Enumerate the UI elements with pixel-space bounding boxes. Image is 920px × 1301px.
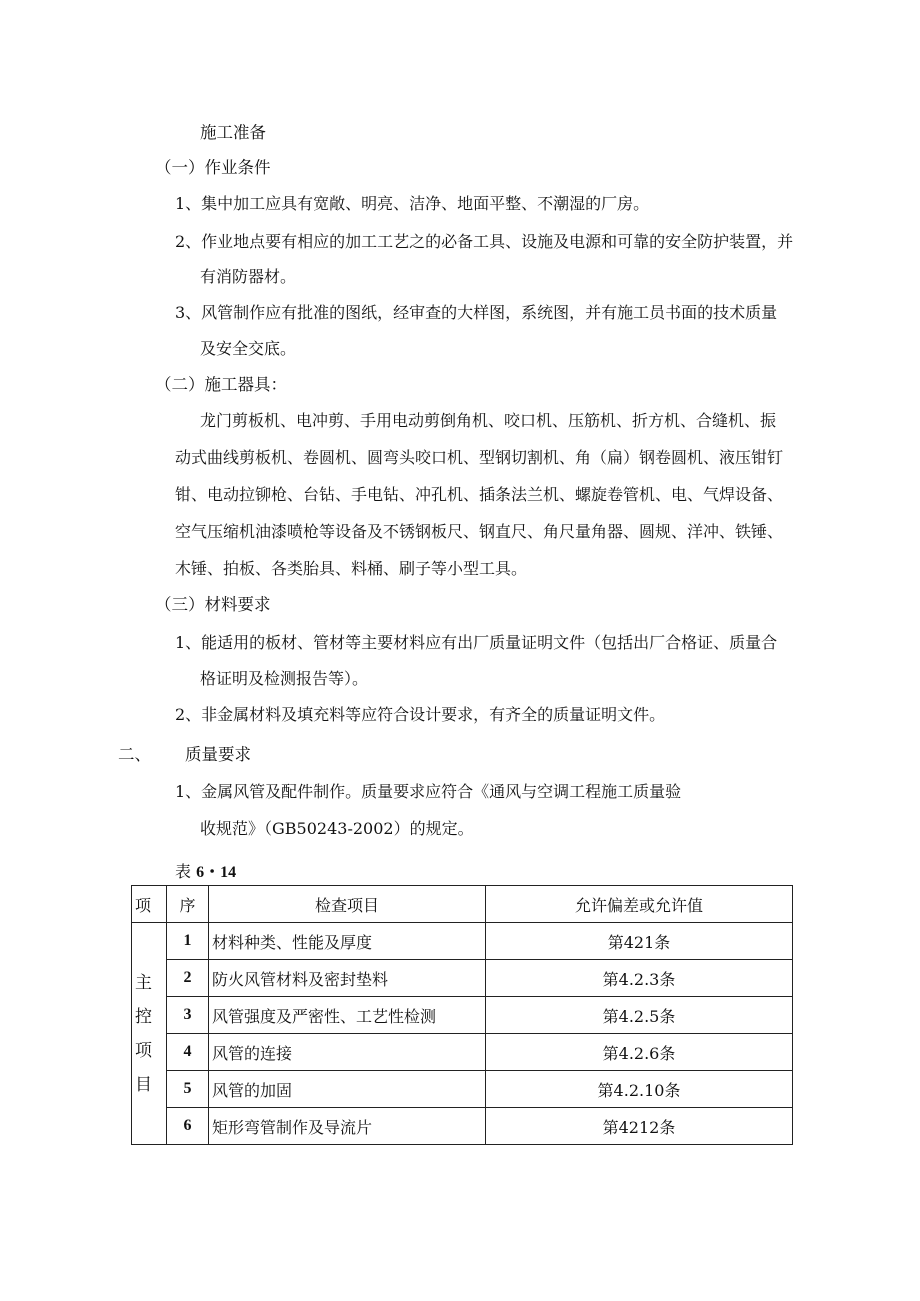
table-row	[132, 997, 793, 1034]
tools-heading: （二）施工器具：	[155, 375, 287, 394]
table-row	[132, 1071, 793, 1108]
row-seq: 1	[167, 923, 209, 960]
work-condition-item-3-line1: 3、风管制作应有批准的图纸，经审查的大样图，系统图，并有施工员书面的技术质量	[175, 303, 778, 322]
table-header-row	[132, 886, 793, 923]
row-item: 防火风管材料及密封垫料	[209, 960, 486, 997]
table-caption-prefix: 表	[175, 862, 192, 881]
section-title: 施工准备	[200, 123, 266, 142]
row-tolerance: 第4212条	[486, 1108, 793, 1145]
table-row	[132, 923, 793, 960]
tools-line-5: 木锤、拍板、各类胎具、料桶、刷子等小型工具。	[175, 559, 528, 578]
row-tolerance: 第4.2.5条	[486, 997, 793, 1034]
tools-line-1: 龙门剪板机、电冲剪、手用电动剪倒角机、咬口机、压筋机、折方机、合缝机、振	[200, 411, 777, 430]
quality-heading: 质量要求	[185, 745, 251, 764]
work-condition-item-1: 1、集中加工应具有宽敞、明亮、洁净、地面平整、不潮湿的厂房。	[175, 194, 650, 213]
header-seq: 序	[167, 886, 209, 923]
work-condition-item-2-line1: 2、作业地点要有相应的加工工艺之的必备工具、设施及电源和可靠的安全防护装置，并	[175, 232, 794, 251]
row-seq: 6	[167, 1108, 209, 1145]
work-condition-item-3-line2: 及安全交底。	[200, 339, 297, 358]
group-label: 主控项目	[135, 972, 152, 1095]
row-item: 矩形弯管制作及导流片	[209, 1108, 486, 1145]
table-row	[132, 1108, 793, 1145]
row-item: 材料种类、性能及厚度	[209, 923, 486, 960]
materials-item-1-line1: 1、能适用的板材、管材等主要材料应有出厂质量证明文件（包括出厂合格证、质量合	[175, 633, 778, 652]
work-condition-item-2-line2: 有消防器材。	[200, 267, 297, 286]
materials-heading: （三）材料要求	[155, 595, 271, 614]
header-project: 项	[132, 886, 167, 923]
quality-item-1-line1: 1、金属风管及配件制作。质量要求应符合《通风与空调工程施工质量验	[175, 782, 682, 801]
tools-line-4: 空气压缩机油漆喷枪等设备及不锈钢板尺、钢直尺、角尺量角器、圆规、洋冲、铁锤、	[175, 522, 784, 541]
work-conditions-heading: （一）作业条件	[155, 158, 271, 177]
row-tolerance: 第4.2.10条	[486, 1071, 793, 1108]
row-seq: 4	[167, 1034, 209, 1071]
quality-item-1-line2: 收规范》（GB50243-2002）的规定。	[200, 819, 474, 838]
table-caption-number: 6・14	[196, 864, 237, 881]
row-item: 风管的加固	[209, 1071, 486, 1108]
tools-line-3: 钳、电动拉铆枪、台钻、手电钻、冲孔机、插条法兰机、螺旋卷管机、电、气焊设备、	[175, 485, 784, 504]
table-caption	[175, 861, 236, 884]
row-item: 风管的连接	[209, 1034, 486, 1071]
header-item: 检查项目	[209, 886, 486, 923]
row-tolerance: 第421条	[486, 923, 793, 960]
row-seq: 3	[167, 997, 209, 1034]
row-seq: 2	[167, 960, 209, 997]
tools-line-2: 动式曲线剪板机、卷圆机、圆弯头咬口机、型钢切割机、角（扁）钢卷圆机、液压钳钉	[175, 448, 784, 467]
group-label-cell	[132, 923, 167, 1145]
materials-item-2: 2、非金属材料及填充料等应符合设计要求，有齐全的质量证明文件。	[175, 705, 666, 724]
table-row	[132, 1034, 793, 1071]
row-item: 风管强度及严密性、工艺性检测	[209, 997, 486, 1034]
header-tolerance: 允许偏差或允许值	[486, 886, 793, 923]
quality-inspection-table	[131, 885, 793, 1145]
row-tolerance: 第4.2.6条	[486, 1034, 793, 1071]
row-tolerance: 第4.2.3条	[486, 960, 793, 997]
quality-number: 二、	[118, 745, 151, 764]
materials-item-1-line2: 格证明及检测报告等）。	[200, 669, 369, 688]
table-row	[132, 960, 793, 997]
row-seq: 5	[167, 1071, 209, 1108]
